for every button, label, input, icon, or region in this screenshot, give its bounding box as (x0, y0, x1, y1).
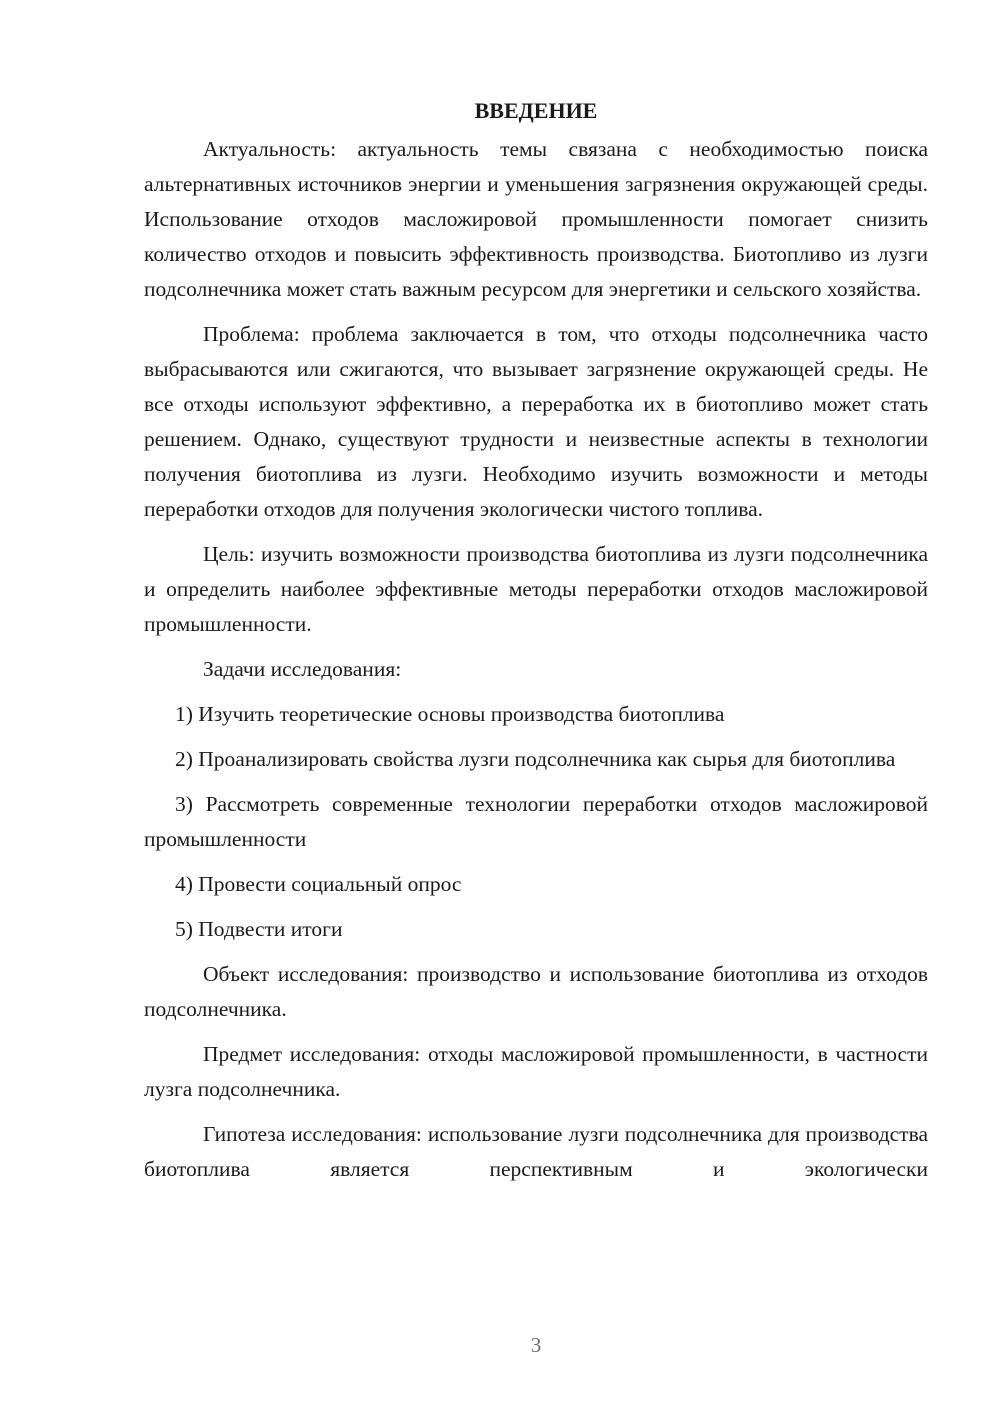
paragraph-problem: Проблема: проблема заключается в том, что отходы подсолнечника часто выбрасываются или сжигаются, что вызывает загрязнение окружающей среды. Не все отходы используют эффективно, а переработка их в биотопливо может стать решением. Однако, существуют трудности и неизвестные аспекты в технологии получения биотоплива из лузги. Необходимо изучить возможности и методы переработки отходов для получения экологически чистого топлива. (144, 322, 928, 521)
tasks-heading: Задачи исследования: (203, 657, 402, 681)
paragraph-relevance: Актуальность: актуальность темы связана с необходимостью поиска альтернативных источников энергии и уменьшения загрязнения окружающей среды. Использование отходов масложировой промышленности помогает снизить количество отходов и повысить эффективность производства. Биотопливо из лузги подсолнечника может стать важным ресурсом для энергетики и сельского хозяйства. (144, 137, 928, 301)
task-item-4: 4) Провести социальный опрос (175, 872, 462, 896)
tasks-list (144, 697, 928, 947)
task-item-3: 3) Рассмотреть современные технологии переработки отходов масложировой промышленности (144, 792, 928, 851)
section-title: ВВЕДЕНИЕ (474, 98, 598, 123)
document-page (144, 93, 928, 1197)
paragraph-object: Объект исследования: производство и использование биотоплива из отходов подсолнечника. (144, 962, 928, 1021)
task-item-1: 1) Изучить теоретические основы производства биотоплива (175, 702, 725, 726)
task-item-5: 5) Подвести итоги (175, 917, 343, 941)
page-number: 3 (530, 1333, 542, 1357)
task-item-2: 2) Проанализировать свойства лузги подсолнечника как сырья для биотоплива (175, 747, 896, 771)
paragraph-subject: Предмет исследования: отходы масложировой промышленности, в частности лузга подсолнечника. (144, 1042, 928, 1101)
paragraph-hypothesis: Гипотеза исследования: использование лузги подсолнечника для производства биотоплива является перспективным и экологически (144, 1122, 928, 1181)
paragraph-goal: Цель: изучить возможности производства биотоплива из лузги подсолнечника и определить наиболее эффективные методы переработки отходов масложировой промышленности. (144, 542, 928, 636)
